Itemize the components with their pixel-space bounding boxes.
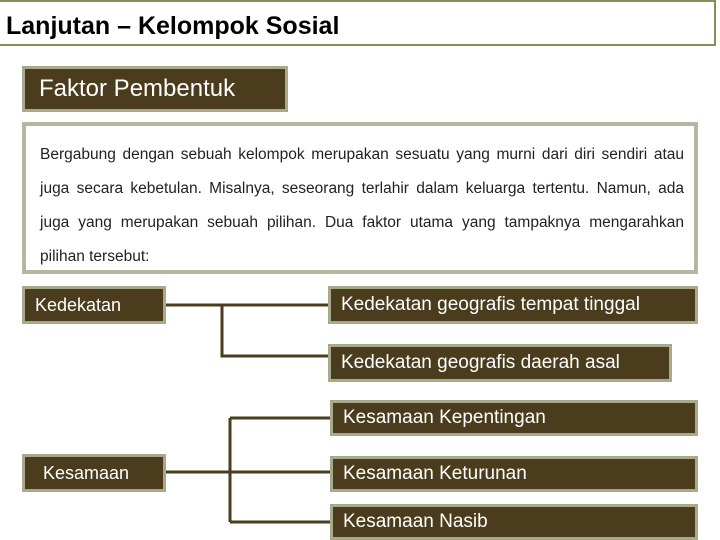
node-geografis-daerah-asal: Kedekatan geografis daerah asal xyxy=(328,344,672,382)
connector-kedekatan xyxy=(166,305,328,356)
node-kesamaan-keturunan: Kesamaan Keturunan xyxy=(330,456,698,492)
intro-paragraph: Bergabung dengan sebuah kelompok merupakan sesuatu yang murni dari diri sendiri atau juga secara kebetulan. Misalnya, seseorang terlahir dalam keluarga tertentu. Namun, ada juga yang merupakan sebuah pilihan. Dua faktor utama yang tampaknya mengarahkan pilihan tersebut: xyxy=(22,122,698,274)
slide-title: Lanjutan – Kelompok Sosial xyxy=(6,12,340,40)
node-kesamaan-nasib: Kesamaan Nasib xyxy=(330,504,698,540)
connector-kesamaan xyxy=(166,418,330,522)
node-geografis-tempat-tinggal: Kedekatan geografis tempat tinggal xyxy=(328,286,698,324)
node-kesamaan: Kesamaan xyxy=(22,454,166,492)
node-kesamaan-kepentingan: Kesamaan Kepentingan xyxy=(330,400,698,436)
section-header: Faktor Pembentuk xyxy=(22,66,288,112)
node-kedekatan: Kedekatan xyxy=(22,286,166,324)
